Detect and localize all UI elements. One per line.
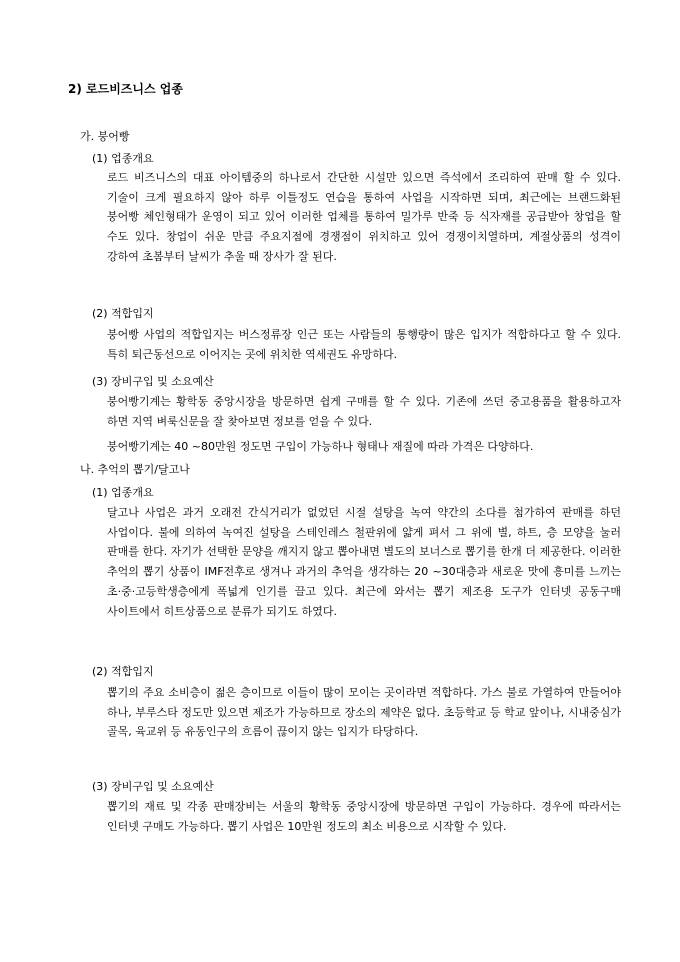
paragraph-overview: 로드 비즈니스의 대표 아이템중의 하나로서 간단한 시설만 있으면 즉석에서 조리하여 판매 할 수 있다. 기술이 크게 필요하지 않아 하루 이틀정도 연습을 통하여 사업을 시작하면 되며, 최근에는 브랜드화된 붕어빵 체인형태가 운영이 되고 있어 이러한 업체를 통하여 밀가루 반죽 등 식자재를 공급받아 창업을 할 수도 있다. 창업이 쉬운 만큼 주요지점에 경쟁점이 위치하고 있어 경쟁이치열하며, 계절상품의 성격이 강하여 초봄부터 날씨가 추울 때 장사가 잘 된다. [107, 171, 621, 263]
subheading-equipment: (3) 장비구입 및 소요예산 [92, 375, 214, 388]
subheading-overview: (1) 업종개요 [92, 486, 154, 499]
subheading-location: (2) 적합입지 [92, 307, 154, 320]
section-heading-bungeoppang: 가. 붕어빵 [80, 130, 130, 143]
subheading-equipment: (3) 장비구입 및 소요예산 [92, 780, 214, 793]
paragraph-location: 붕어빵 사업의 적합입지는 버스정류장 인근 또는 사람들의 통행량이 많은 입지가 적합하다고 할 수 있다. 특히 퇴근동선으로 이어지는 곳에 위치한 역세권도 유망하다. [107, 328, 621, 361]
paragraph-equipment: 뽑기의 재료 및 각종 판매장비는 서울의 황학동 중앙시장에 방문하면 구입이 가능하다. 경우에 따라서는 인터넷 구매도 가능하다. 뽑기 사업은 10만원 정도의 최소 비용으로 시작할 수 있다. [107, 800, 621, 833]
section-heading-dalgona: 나. 추억의 뽑기/달고나 [80, 463, 190, 476]
paragraph-equipment-cost: 붕어빵기계는 40 ~80만원 정도면 구입이 가능하나 형태나 재질에 따라 가격은 다양하다. [107, 440, 534, 453]
paragraph-equipment: 붕어빵기계는 황학동 중앙시장을 방문하면 쉽게 구매를 할 수 있다. 기존에 쓰던 중고용품을 활용하고자 하면 지역 벼룩신문을 잘 찾아보면 정보를 얻을 수 있다. [107, 395, 621, 428]
paragraph-location: 뽑기의 주요 소비층이 젊은 층이므로 이들이 많이 모이는 곳이라면 적합하다. 가스 불로 가열하여 만들어야 하나, 부루스타 정도만 있으면 제조가 가능하므로 장소의 제약은 없다. 초등학교 등 학교 앞이나, 시내중심가 골목, 육교위 등 유동인구의 흐름이 끊이지 않는 입지가 타당하다. [107, 686, 621, 739]
subheading-overview: (1) 업종개요 [92, 152, 154, 165]
section-title: 2) 로드비즈니스 업종 [68, 82, 183, 96]
paragraph-overview: 달고나 사업은 과거 오래전 간식거리가 없었던 시절 설탕을 녹여 약간의 소다를 첨가하여 판매를 하던 사업이다. 불에 의하여 녹여진 설탕을 스테인레스 철판위에 얇게 펴서 그 위에 별, 하트, 층 모양을 눌러 판매를 한다. 자기가 선택한 문양을 깨지지 않고 뽑아내면 별도의 보너스로 뽑기를 한개 더 제공한다. 이러한 추억의 뽑기 상품이 IMF전후로 생겨나 과거의 추억을 생각하는 20 ~30대층과 새로운 맛에 흥미를 느끼는 초·중·고등학생층에게 폭넓게 인기를 끌고 있다. 최근에 와서는 뽑기 제조용 도구가 인터넷 공동구매 사이트에서 히트상품으로 분류가 되기도 하였다. [107, 506, 621, 618]
subheading-location: (2) 적합입지 [92, 665, 154, 678]
